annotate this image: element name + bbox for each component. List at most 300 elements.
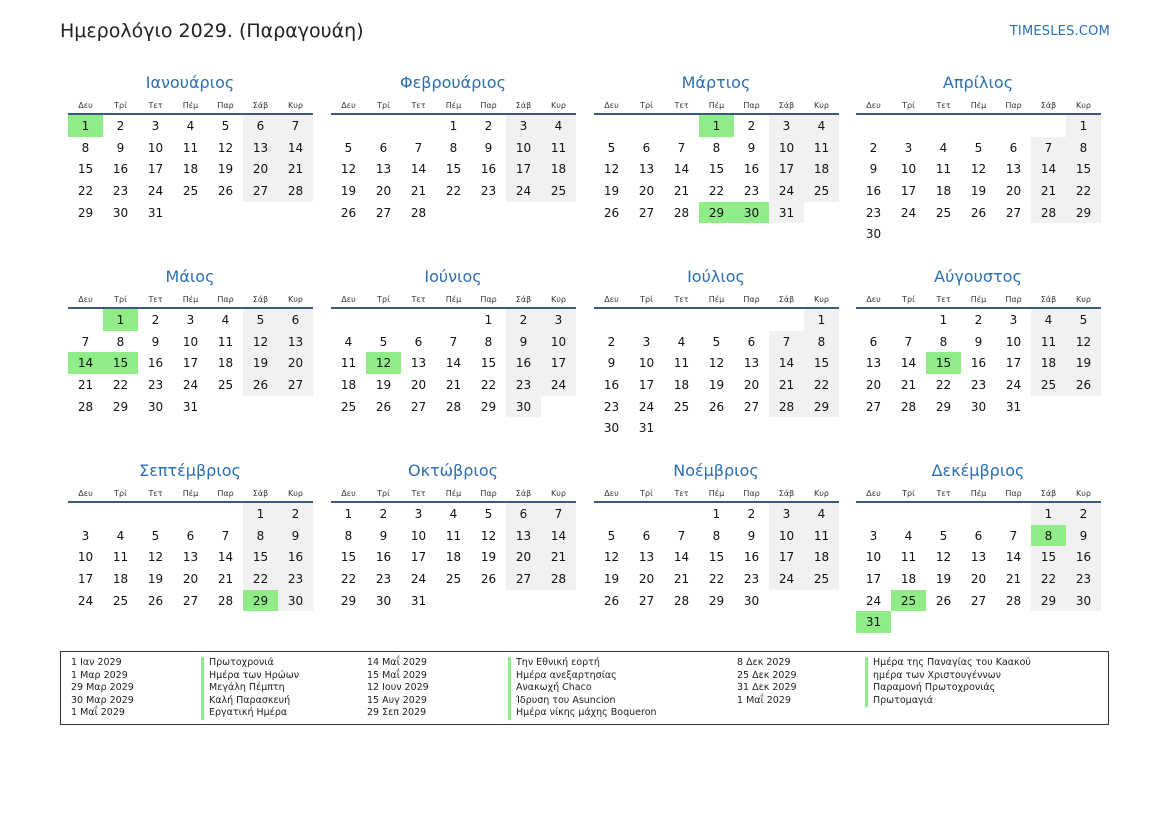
day-cell[interactable]: 21 [673,571,690,586]
weekend-day-cell[interactable]: 21 [278,158,313,180]
day-cell[interactable]: 28 [445,399,462,414]
day-cell[interactable]: 3 [186,312,195,327]
weekend-day-cell[interactable]: 21 [1031,180,1066,202]
day-cell[interactable]: 9 [116,140,125,155]
day-cell[interactable]: 2 [747,118,756,133]
day-cell[interactable]: 27 [1005,205,1022,220]
day-cell[interactable]: 26 [375,399,392,414]
weekend-day-cell[interactable]: 1 [1066,114,1101,137]
weekend-day-cell[interactable]: 11 [804,525,839,547]
weekend-day-cell[interactable]: 3 [769,114,804,137]
day-cell[interactable]: 29 [77,205,94,220]
day-cell[interactable]: 22 [77,183,94,198]
day-cell[interactable]: 4 [939,140,948,155]
day-cell[interactable]: 28 [77,399,94,414]
day-cell[interactable]: 21 [673,183,690,198]
day-cell[interactable]: 23 [112,183,129,198]
day-cell[interactable]: 4 [116,528,125,543]
holiday-day-cell[interactable]: 25 [891,590,926,612]
day-cell[interactable]: 14 [1005,550,1022,565]
day-cell[interactable]: 7 [449,334,458,349]
day-cell[interactable]: 27 [743,399,760,414]
weekend-day-cell[interactable]: 18 [804,546,839,568]
weekend-day-cell[interactable]: 1 [1031,502,1066,525]
weekend-day-cell[interactable]: 20 [278,352,313,374]
weekend-day-cell[interactable]: 24 [769,180,804,202]
weekend-day-cell[interactable]: 3 [541,308,576,331]
weekend-day-cell[interactable]: 2 [506,308,541,331]
day-cell[interactable]: 2 [607,334,616,349]
day-cell[interactable]: 18 [673,377,690,392]
day-cell[interactable]: 17 [410,550,427,565]
day-cell[interactable]: 14 [217,550,234,565]
day-cell[interactable]: 7 [221,528,230,543]
weekend-day-cell[interactable]: 13 [243,137,278,159]
day-cell[interactable]: 28 [673,205,690,220]
day-cell[interactable]: 12 [217,140,234,155]
holiday-day-cell[interactable]: 29 [243,590,278,612]
weekend-day-cell[interactable]: 11 [804,137,839,159]
day-cell[interactable]: 25 [182,183,199,198]
day-cell[interactable]: 18 [445,550,462,565]
weekend-day-cell[interactable]: 17 [769,546,804,568]
day-cell[interactable]: 31 [147,205,164,220]
day-cell[interactable]: 6 [186,528,195,543]
day-cell[interactable]: 29 [340,593,357,608]
day-cell[interactable]: 17 [865,571,882,586]
day-cell[interactable]: 26 [217,183,234,198]
holiday-day-cell[interactable]: 1 [68,114,103,137]
day-cell[interactable]: 30 [865,227,882,242]
holiday-day-cell[interactable]: 1 [103,308,138,331]
day-cell[interactable]: 26 [147,593,164,608]
weekend-day-cell[interactable]: 11 [541,137,576,159]
day-cell[interactable]: 18 [182,162,199,177]
day-cell[interactable]: 9 [747,140,756,155]
day-cell[interactable]: 18 [935,183,952,198]
day-cell[interactable]: 16 [743,162,760,177]
day-cell[interactable]: 9 [607,356,616,371]
day-cell[interactable]: 18 [340,377,357,392]
day-cell[interactable]: 16 [603,377,620,392]
day-cell[interactable]: 17 [1005,356,1022,371]
day-cell[interactable]: 19 [603,183,620,198]
weekend-day-cell[interactable]: 16 [278,546,313,568]
weekend-day-cell[interactable]: 25 [541,180,576,202]
day-cell[interactable]: 10 [638,356,655,371]
day-cell[interactable]: 10 [77,550,94,565]
day-cell[interactable]: 30 [147,399,164,414]
day-cell[interactable]: 5 [221,118,230,133]
day-cell[interactable]: 11 [673,356,690,371]
day-cell[interactable]: 3 [642,334,651,349]
weekend-day-cell[interactable]: 16 [1066,546,1101,568]
day-cell[interactable]: 22 [708,183,725,198]
day-cell[interactable]: 27 [970,593,987,608]
day-cell[interactable]: 21 [900,377,917,392]
day-cell[interactable]: 2 [869,140,878,155]
day-cell[interactable]: 20 [970,571,987,586]
holiday-day-cell[interactable]: 1 [699,114,734,137]
day-cell[interactable]: 8 [81,140,90,155]
day-cell[interactable]: 4 [904,528,913,543]
weekend-day-cell[interactable]: 14 [769,352,804,374]
weekend-day-cell[interactable]: 24 [769,568,804,590]
weekend-day-cell[interactable]: 30 [1066,590,1101,612]
day-cell[interactable]: 14 [410,162,427,177]
day-cell[interactable]: 18 [217,356,234,371]
day-cell[interactable]: 12 [708,356,725,371]
weekend-day-cell[interactable]: 3 [506,114,541,137]
day-cell[interactable]: 16 [743,550,760,565]
day-cell[interactable]: 9 [379,528,388,543]
weekend-day-cell[interactable]: 10 [541,331,576,353]
weekend-day-cell[interactable]: 28 [541,568,576,590]
day-cell[interactable]: 24 [865,593,882,608]
day-cell[interactable]: 1 [712,506,721,521]
day-cell[interactable]: 21 [217,571,234,586]
day-cell[interactable]: 16 [375,550,392,565]
weekend-day-cell[interactable]: 1 [804,308,839,331]
day-cell[interactable]: 23 [865,205,882,220]
weekend-day-cell[interactable]: 5 [1066,308,1101,331]
day-cell[interactable]: 2 [151,312,160,327]
day-cell[interactable]: 20 [182,571,199,586]
holiday-day-cell[interactable]: 15 [103,352,138,374]
day-cell[interactable]: 2 [116,118,125,133]
day-cell[interactable]: 15 [77,162,94,177]
day-cell[interactable]: 7 [677,140,686,155]
day-cell[interactable]: 29 [112,399,129,414]
day-cell[interactable]: 16 [112,162,129,177]
day-cell[interactable]: 12 [935,550,952,565]
day-cell[interactable]: 19 [217,162,234,177]
day-cell[interactable]: 20 [638,571,655,586]
day-cell[interactable]: 23 [603,399,620,414]
day-cell[interactable]: 6 [747,334,756,349]
day-cell[interactable]: 26 [603,205,620,220]
day-cell[interactable]: 5 [974,140,983,155]
day-cell[interactable]: 21 [1005,571,1022,586]
day-cell[interactable]: 27 [638,205,655,220]
day-cell[interactable]: 13 [375,162,392,177]
day-cell[interactable]: 6 [379,140,388,155]
weekend-day-cell[interactable]: 27 [506,568,541,590]
day-cell[interactable]: 30 [970,399,987,414]
weekend-day-cell[interactable]: 19 [243,352,278,374]
weekend-day-cell[interactable]: 22 [243,568,278,590]
day-cell[interactable]: 25 [673,399,690,414]
day-cell[interactable]: 7 [904,334,913,349]
day-cell[interactable]: 14 [673,550,690,565]
day-cell[interactable]: 24 [1005,377,1022,392]
weekend-day-cell[interactable]: 15 [243,546,278,568]
weekend-day-cell[interactable]: 21 [541,546,576,568]
day-cell[interactable]: 4 [449,506,458,521]
weekend-day-cell[interactable]: 26 [243,374,278,396]
weekend-day-cell[interactable]: 19 [1066,352,1101,374]
weekend-day-cell[interactable]: 29 [1066,202,1101,224]
day-cell[interactable]: 26 [935,593,952,608]
weekend-day-cell[interactable]: 11 [1031,331,1066,353]
day-cell[interactable]: 3 [151,118,160,133]
day-cell[interactable]: 22 [480,377,497,392]
day-cell[interactable]: 5 [344,140,353,155]
day-cell[interactable]: 1 [344,506,353,521]
day-cell[interactable]: 26 [970,205,987,220]
day-cell[interactable]: 2 [379,506,388,521]
weekend-day-cell[interactable]: 28 [769,396,804,418]
day-cell[interactable]: 23 [970,377,987,392]
weekend-day-cell[interactable]: 7 [769,331,804,353]
weekend-day-cell[interactable]: 1 [243,502,278,525]
weekend-day-cell[interactable]: 8 [1066,137,1101,159]
day-cell[interactable]: 12 [480,528,497,543]
weekend-day-cell[interactable]: 14 [541,525,576,547]
weekend-day-cell[interactable]: 29 [1031,590,1066,612]
day-cell[interactable]: 5 [484,506,493,521]
day-cell[interactable]: 2 [747,506,756,521]
day-cell[interactable]: 18 [900,571,917,586]
day-cell[interactable]: 10 [182,334,199,349]
day-cell[interactable]: 15 [445,162,462,177]
day-cell[interactable]: 27 [182,593,199,608]
day-cell[interactable]: 6 [869,334,878,349]
day-cell[interactable]: 8 [344,528,353,543]
day-cell[interactable]: 20 [375,183,392,198]
day-cell[interactable]: 17 [77,571,94,586]
day-cell[interactable]: 4 [221,312,230,327]
day-cell[interactable]: 13 [970,550,987,565]
weekend-day-cell[interactable]: 9 [506,331,541,353]
day-cell[interactable]: 6 [1009,140,1018,155]
day-cell[interactable]: 20 [1005,183,1022,198]
holiday-day-cell[interactable]: 12 [366,352,401,374]
day-cell[interactable]: 24 [900,205,917,220]
day-cell[interactable]: 11 [217,334,234,349]
day-cell[interactable]: 25 [112,593,129,608]
day-cell[interactable]: 30 [375,593,392,608]
weekend-day-cell[interactable]: 29 [804,396,839,418]
day-cell[interactable]: 27 [638,593,655,608]
weekend-day-cell[interactable]: 26 [1066,374,1101,396]
day-cell[interactable]: 28 [1005,593,1022,608]
day-cell[interactable]: 5 [939,528,948,543]
day-cell[interactable]: 30 [603,421,620,436]
weekend-day-cell[interactable]: 31 [769,202,804,224]
day-cell[interactable]: 27 [375,205,392,220]
day-cell[interactable]: 16 [480,162,497,177]
day-cell[interactable]: 26 [708,399,725,414]
day-cell[interactable]: 8 [712,140,721,155]
day-cell[interactable]: 20 [638,183,655,198]
weekend-day-cell[interactable]: 20 [243,158,278,180]
weekend-day-cell[interactable]: 4 [1031,308,1066,331]
day-cell[interactable]: 24 [182,377,199,392]
day-cell[interactable]: 5 [151,528,160,543]
holiday-day-cell[interactable]: 8 [1031,525,1066,547]
day-cell[interactable]: 24 [638,399,655,414]
day-cell[interactable]: 25 [445,571,462,586]
day-cell[interactable]: 15 [340,550,357,565]
day-cell[interactable]: 23 [147,377,164,392]
day-cell[interactable]: 10 [410,528,427,543]
day-cell[interactable]: 1 [484,312,493,327]
day-cell[interactable]: 13 [182,550,199,565]
weekend-day-cell[interactable]: 25 [804,180,839,202]
day-cell[interactable]: 9 [974,334,983,349]
day-cell[interactable]: 23 [375,571,392,586]
day-cell[interactable]: 26 [340,205,357,220]
weekend-day-cell[interactable]: 7 [1031,137,1066,159]
day-cell[interactable]: 5 [607,528,616,543]
day-cell[interactable]: 3 [869,528,878,543]
weekend-day-cell[interactable]: 6 [278,308,313,331]
site-link[interactable]: TIMESLES.COM [1009,24,1110,39]
day-cell[interactable]: 23 [743,183,760,198]
day-cell[interactable]: 12 [340,162,357,177]
weekend-day-cell[interactable]: 22 [1066,180,1101,202]
day-cell[interactable]: 6 [414,334,423,349]
weekend-day-cell[interactable]: 4 [804,502,839,525]
day-cell[interactable]: 4 [344,334,353,349]
day-cell[interactable]: 28 [410,205,427,220]
day-cell[interactable]: 27 [410,399,427,414]
weekend-day-cell[interactable]: 22 [1031,568,1066,590]
weekend-day-cell[interactable]: 2 [1066,502,1101,525]
weekend-day-cell[interactable]: 30 [278,590,313,612]
weekend-day-cell[interactable]: 13 [506,525,541,547]
holiday-day-cell[interactable]: 30 [734,202,769,224]
weekend-day-cell[interactable]: 21 [769,374,804,396]
day-cell[interactable]: 31 [410,593,427,608]
day-cell[interactable]: 23 [480,183,497,198]
day-cell[interactable]: 13 [1005,162,1022,177]
day-cell[interactable]: 21 [410,183,427,198]
day-cell[interactable]: 1 [939,312,948,327]
day-cell[interactable]: 14 [445,356,462,371]
weekend-day-cell[interactable]: 18 [804,158,839,180]
day-cell[interactable]: 15 [708,162,725,177]
day-cell[interactable]: 13 [743,356,760,371]
holiday-day-cell[interactable]: 31 [856,611,891,633]
weekend-day-cell[interactable]: 6 [506,502,541,525]
day-cell[interactable]: 23 [743,571,760,586]
day-cell[interactable]: 26 [603,593,620,608]
day-cell[interactable]: 7 [677,528,686,543]
day-cell[interactable]: 5 [712,334,721,349]
weekend-day-cell[interactable]: 18 [1031,352,1066,374]
day-cell[interactable]: 19 [375,377,392,392]
day-cell[interactable]: 25 [217,377,234,392]
weekend-day-cell[interactable]: 24 [541,374,576,396]
weekend-day-cell[interactable]: 10 [506,137,541,159]
day-cell[interactable]: 2 [974,312,983,327]
day-cell[interactable]: 9 [151,334,160,349]
weekend-day-cell[interactable]: 4 [804,114,839,137]
day-cell[interactable]: 20 [865,377,882,392]
day-cell[interactable]: 10 [865,550,882,565]
day-cell[interactable]: 16 [865,183,882,198]
day-cell[interactable]: 27 [865,399,882,414]
day-cell[interactable]: 9 [869,162,878,177]
day-cell[interactable]: 18 [112,571,129,586]
day-cell[interactable]: 22 [112,377,129,392]
day-cell[interactable]: 3 [81,528,90,543]
holiday-day-cell[interactable]: 14 [68,352,103,374]
day-cell[interactable]: 13 [638,162,655,177]
weekend-day-cell[interactable]: 15 [804,352,839,374]
day-cell[interactable]: 28 [673,593,690,608]
weekend-day-cell[interactable]: 12 [1066,331,1101,353]
day-cell[interactable]: 19 [970,183,987,198]
day-cell[interactable]: 26 [480,571,497,586]
day-cell[interactable]: 30 [743,593,760,608]
day-cell[interactable]: 11 [112,550,129,565]
day-cell[interactable]: 25 [340,399,357,414]
weekend-day-cell[interactable]: 13 [278,331,313,353]
weekend-day-cell[interactable]: 24 [506,180,541,202]
day-cell[interactable]: 6 [974,528,983,543]
weekend-day-cell[interactable]: 23 [278,568,313,590]
day-cell[interactable]: 30 [112,205,129,220]
weekend-day-cell[interactable]: 28 [278,180,313,202]
day-cell[interactable]: 3 [414,506,423,521]
day-cell[interactable]: 24 [147,183,164,198]
day-cell[interactable]: 11 [445,528,462,543]
weekend-day-cell[interactable]: 17 [769,158,804,180]
weekend-day-cell[interactable]: 18 [541,158,576,180]
day-cell[interactable]: 8 [449,140,458,155]
day-cell[interactable]: 31 [182,399,199,414]
day-cell[interactable]: 19 [340,183,357,198]
day-cell[interactable]: 17 [147,162,164,177]
weekend-day-cell[interactable]: 23 [1066,568,1101,590]
day-cell[interactable]: 13 [865,356,882,371]
day-cell[interactable]: 21 [77,377,94,392]
day-cell[interactable]: 7 [81,334,90,349]
day-cell[interactable]: 8 [712,528,721,543]
weekend-day-cell[interactable]: 14 [278,137,313,159]
weekend-day-cell[interactable]: 30 [506,396,541,418]
day-cell[interactable]: 19 [147,571,164,586]
day-cell[interactable]: 12 [603,550,620,565]
day-cell[interactable]: 24 [410,571,427,586]
day-cell[interactable]: 21 [445,377,462,392]
day-cell[interactable]: 13 [638,550,655,565]
weekend-day-cell[interactable]: 17 [541,352,576,374]
weekend-day-cell[interactable]: 9 [1066,525,1101,547]
day-cell[interactable]: 15 [480,356,497,371]
day-cell[interactable]: 11 [900,550,917,565]
weekend-day-cell[interactable]: 9 [278,525,313,547]
weekend-day-cell[interactable]: 22 [804,374,839,396]
day-cell[interactable]: 16 [147,356,164,371]
day-cell[interactable]: 3 [904,140,913,155]
weekend-day-cell[interactable]: 3 [769,502,804,525]
day-cell[interactable]: 25 [935,205,952,220]
day-cell[interactable]: 19 [603,571,620,586]
day-cell[interactable]: 8 [484,334,493,349]
weekend-day-cell[interactable]: 12 [243,331,278,353]
day-cell[interactable]: 20 [410,377,427,392]
weekend-day-cell[interactable]: 10 [769,137,804,159]
day-cell[interactable]: 17 [638,377,655,392]
day-cell[interactable]: 1 [449,118,458,133]
day-cell[interactable]: 12 [603,162,620,177]
day-cell[interactable]: 29 [480,399,497,414]
holiday-day-cell[interactable]: 29 [699,202,734,224]
